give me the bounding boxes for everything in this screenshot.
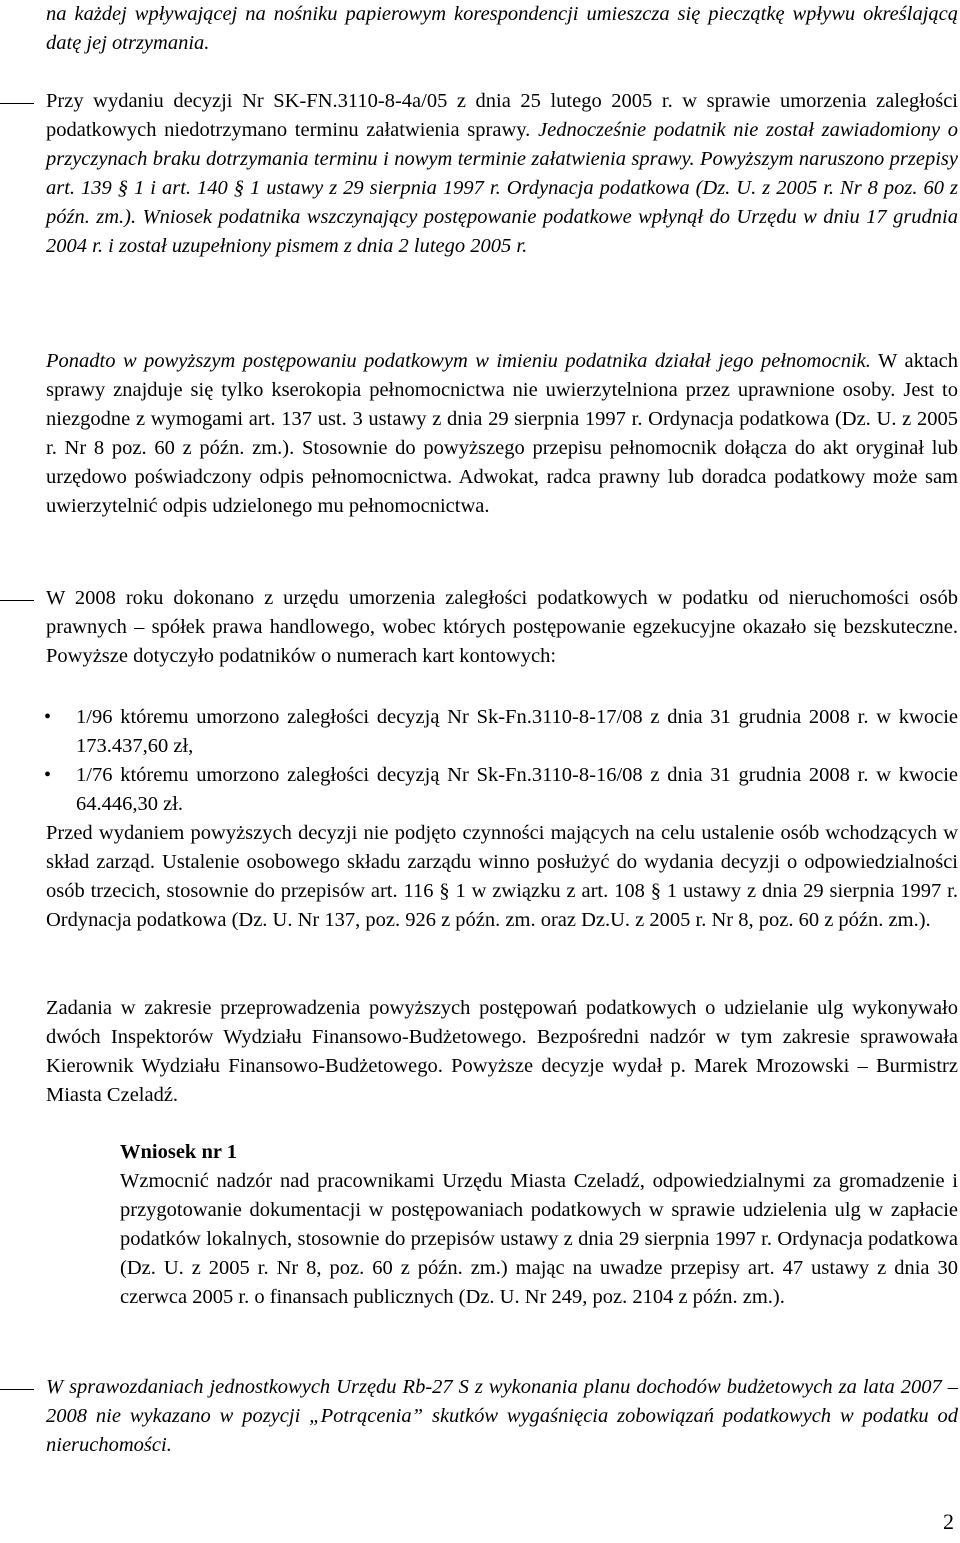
bullet-item-1-96: 1/96 któremu umorzono zaległości decyzją Nr Sk-Fn.3110-8-17/08 z dnia 31 grudnia 2008 r. w kwocie 173.437,60 zł, [76,706,958,757]
paragraph-decision-sk-fn-italic: Jednocześnie podatnik nie został zawiadomiony o przyczynach braku dotrzymania terminu i nowym terminie załatwienia sprawy. Powyższym naruszono przepisy art. 139 § 1 i art. 140 § 1 ustawy z 29 sierpnia 1997 r. Ordynacja podatkowa (Dz. U. z 2005 r. Nr 8 poz. 60 z późn. zm.). Wniosek podatnika wszczynający postępowanie podatkowe wpłynął do Urzędu w dniu 17 grudnia 2004 r. i został uzupełniony pismem z dnia 2 lutego 2005 r. [46,119,958,257]
bullet-symbol: • [44,764,52,786]
paragraph-decision-sk-fn-text: Przy wydaniu decyzji Nr SK-FN.3110-8-4a/05 z dnia 25 lutego 2005 r. w sprawie umorzenia zaległości podatkowych niedotrzymano terminu załatwienia sprawy. [46,90,958,141]
dash-marker [0,103,34,104]
wniosek-heading: Wniosek nr 1 [120,1141,237,1163]
wniosek-body: Wzmocnić nadzór nad pracownikami Urzędu Miasta Czeladź, odpowiedzialnymi za gromadzenie i przygotowanie dokumentacji w postępowaniach podatkowych w sprawie udzielenia ulg w zapłacie podatków lokalnych, stosownie do przepisów ustawy z dnia 29 sierpnia 1997 r. Ordynacja podatkowa (Dz. U. z 2005 r. Nr 8, poz. 60 z późn. zm.) mając na uwadze przepisy art. 47 ustawy z dnia 30 czerwca 2005 r. o finansach publicznych (Dz. U. Nr 249, poz. 2104 z późn. zm.). [120,1170,958,1308]
page-number: 2 [943,1509,954,1534]
paragraph-reports: W sprawozdaniach jednostkowych Urzędu Rb-27 S z wykonania planu dochodów budżetowych za lata 2007 – 2008 nie wykazano w pozycji „Potrącenia” skutków wygaśnięcia zobowiązań podatkowych w podatku od nieruchomości. [46,1376,958,1456]
paragraph-2008-write-off: W 2008 roku dokonano z urzędu umorzenia zaległości podatkowych w podatku od nieruchomości osób prawnych – spółek prawa handlowego, wobec których postępowanie egzekucyjne okazało się bezskuteczne. Powyższe dotyczyło podatników o numerach kart kontowych: [46,587,958,667]
bullet-symbol: • [44,706,52,728]
paragraph-proxy-italic: Ponadto w powyższym postępowaniu podatkowym w imieniu podatnika działał jego pełnomocnik. [46,350,871,372]
dash-marker [0,600,34,601]
paragraph-decision-sk-fn [46,87,958,261]
paragraph-proxy [46,347,958,521]
bullet-item-1-76: 1/76 któremu umorzono zaległości decyzją Nr Sk-Fn.3110-8-16/08 z dnia 31 grudnia 2008 r. w kwocie 64.446,30 zł. [76,764,958,815]
paragraph-tasks: Zadania w zakresie przeprowadzenia powyższych postępowań podatkowych o udzielanie ulg wykonywało dwóch Inspektorów Wydziału Finansowo-Budżetowego. Bezpośredni nadzór w tym zakresie sprawowała Kierownik Wydziału Finansowo-Budżetowego. Powyższe decyzje wydał p. Marek Mrozowski – Burmistrz Miasta Czeladź. [46,997,958,1106]
paragraph-intro: na każdej wpływającej na nośniku papierowym korespondencji umieszcza się pieczątkę wpływu określającą datę jej otrzymania. [46,3,958,54]
paragraph-before-decisions: Przed wydaniem powyższych decyzji nie podjęto czynności mających na celu ustalenie osób wchodzących w skład zarząd. Ustalenie osobowego składu zarządu winno posłużyć do wydania decyzji o odpowiedzialności osób trzecich, stosownie do przepisów art. 116 § 1 w związku z art. 108 § 1 ustawy z dnia 29 sierpnia 1997 r. Ordynacja podatkowa (Dz. U. Nr 137, poz. 926 z późn. zm. oraz Dz.U. z 2005 r. Nr 8, poz. 60 z późn. zm.). [46,822,958,931]
dash-marker [0,1389,34,1390]
paragraph-proxy-text: W aktach sprawy znajduje się tylko kserokopia pełnomocnictwa nie uwierzytelniona przez uprawnione osoby. Jest to niezgodne z wymogami art. 137 ust. 3 ustawy z dnia 29 sierpnia 1997 r. Ordynacja podatkowa (Dz. U. z 2005 r. Nr 8 poz. 60 z późn. zm.). Stosownie do powyższego przepisu pełnomocnik dołącza do akt oryginał lub urzędowo poświadczony odpis pełnomocnictwa. Adwokat, radca prawny lub doradca podatkowy może sam uwierzytelnić odpis udzielonego mu pełnomocnictwa. [46,350,958,517]
